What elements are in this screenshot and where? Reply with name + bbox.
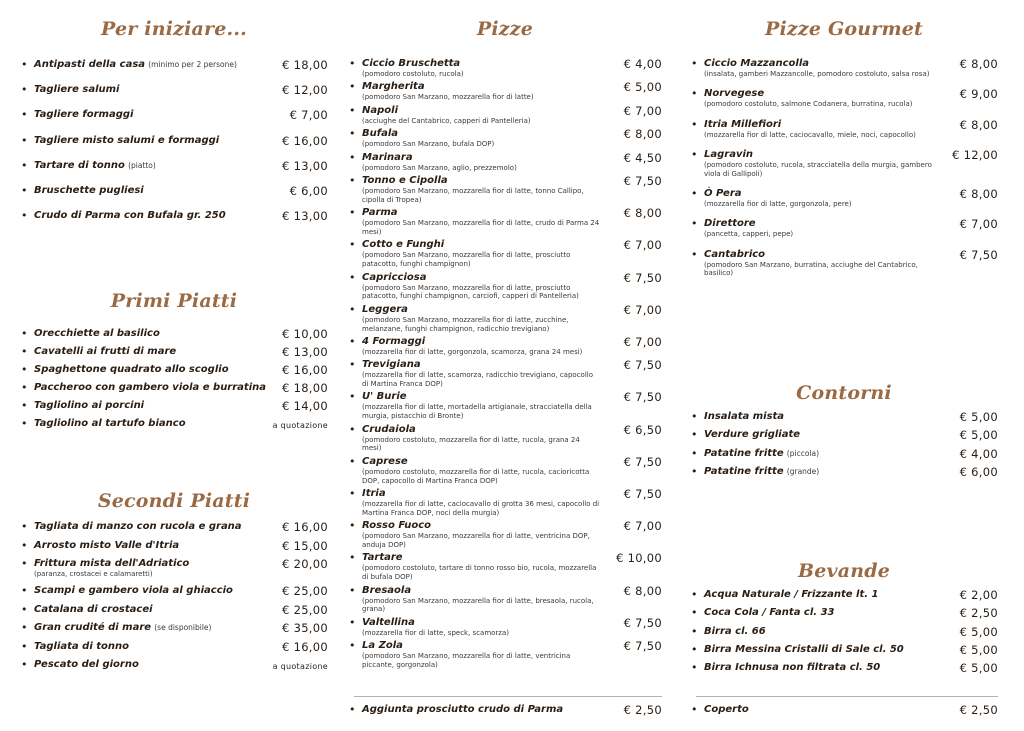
dish-price: € 14,00: [282, 399, 328, 414]
dish-name: Pescato del giorno: [34, 659, 139, 671]
menu-item: [20, 135, 328, 147]
divider: [696, 696, 998, 697]
menu-item: [690, 466, 998, 478]
section-primi-piatti: [20, 290, 328, 437]
dish-description: (pomodoro San Marzano, mozzarella fior di latte, zucchine, melanzane, funghi champignon, radicchio trevigiano): [362, 315, 569, 333]
dish-price: € 7,50: [623, 454, 662, 469]
dish-name: Verdure grigliate: [704, 429, 801, 441]
drink-name: Acqua Naturale / Frizzante lt. 1: [704, 589, 879, 600]
dish-price: € 8,00: [959, 186, 998, 201]
dish-name: Tartare: [362, 552, 403, 564]
menu-item: [690, 411, 998, 423]
menu-item: [690, 188, 998, 209]
section-title: Contorni: [796, 382, 892, 404]
dish-note: (piatto): [128, 160, 156, 170]
dish-price: € 13,00: [282, 158, 328, 173]
dish-name: Spaghettone quadrato allo scoglio: [34, 364, 229, 376]
dish-description: (pomodoro San Marzano, mozzarella fior di latte, ventricina piccante, gorgonzola): [362, 652, 571, 669]
dish-description: (pomodoro costoluto, rucola, stracciatella della murgia, gambero viola di Gallipoli): [704, 160, 932, 178]
dish-description: (pomodoro San Marzano, mozzarella fior di latte, bresaola, rucola, grana): [362, 596, 594, 614]
menu-list: [348, 704, 662, 716]
dish-price: € 18,00: [282, 58, 328, 72]
menu-item: [348, 207, 662, 237]
dish-name: Tagliata di manzo con rucola e grana: [34, 521, 242, 532]
dish-name: Leggera: [362, 303, 408, 315]
dish-name: Patatine fritte: [704, 447, 784, 459]
menu-item: [348, 359, 662, 389]
dish-name: Tagliolino al tartufo bianco: [34, 418, 186, 430]
section-pizze: [348, 18, 662, 672]
dish-price: € 8,00: [623, 127, 662, 142]
dish-name: Capricciosa: [362, 271, 427, 283]
dish-name: Paccheroo con gambero viola e burratina: [34, 382, 266, 394]
menu-item: [348, 304, 662, 334]
dish-name: Cotto e Funghi: [362, 239, 445, 251]
dish-price: € 7,00: [623, 519, 662, 534]
menu-item: [348, 81, 662, 102]
menu-list: [690, 411, 998, 478]
cover-charge-label: Coperto: [704, 704, 749, 715]
drink-price: € 5,00: [959, 642, 998, 657]
menu-item: [20, 540, 328, 552]
dish-name: Marinara: [362, 151, 413, 163]
dish-description: (mozzarella fior di latte, speck, scamorza): [362, 628, 510, 637]
dish-price: € 12,00: [952, 147, 998, 162]
dish-price: € 5,00: [959, 410, 998, 424]
menu-item: [348, 152, 662, 173]
dish-price: € 7,50: [623, 615, 662, 630]
drink-name: Birra Messina Cristalli di Sale cl. 50: [704, 643, 904, 655]
dish-description: (pomodoro San Marzano, mozzarella fior di latte, ventricina DOP, anduja DOP): [362, 532, 590, 550]
drink-name: Birra Ichnusa non filtrata cl. 50: [704, 662, 881, 674]
dish-name: Itria: [362, 488, 386, 500]
dish-price: € 6,50: [623, 422, 662, 437]
dish-name: Norvegese: [704, 88, 765, 100]
dish-description: (pomodoro costoluto, tartare di tonno rosso bio, rucola, mozzarella di bufala DOP): [362, 564, 597, 582]
dish-description: (mozzarella fior di latte, mortadella artigianale, stracciatella della murgia, pistacchio di Bronte): [362, 403, 592, 421]
menu-list: [348, 58, 662, 670]
dish-price: € 7,50: [623, 639, 662, 654]
dish-name: Rosso Fuoco: [362, 520, 431, 532]
dish-price: € 7,00: [623, 103, 662, 118]
dish-description: (pomodoro costoluto, mozzarella fior di latte, rucola, grana 24 mesi): [362, 435, 580, 453]
dish-name: Tagliere salumi: [34, 84, 120, 96]
menu-item: [348, 336, 662, 357]
dish-note: (se disponibile): [154, 623, 212, 633]
dish-name: Tagliere misto salumi e formaggi: [34, 134, 220, 146]
dish-price: € 7,50: [623, 487, 662, 502]
menu-list: [20, 521, 328, 671]
dish-name: La Zola: [362, 640, 403, 652]
menu-item: [348, 585, 662, 615]
dish-name: Bufala: [362, 128, 399, 140]
dish-name: Patatine fritte: [704, 466, 784, 478]
menu-item: [690, 662, 998, 674]
dish-price: € 35,00: [282, 621, 328, 636]
dish-price: € 25,00: [282, 584, 328, 599]
section-per-iniziare: [20, 18, 328, 235]
dish-description: (pomodoro costoluto, salmone Codanera, burratina, rucola): [704, 100, 913, 109]
dish-description: (pancetta, capperi, pepe): [704, 230, 794, 239]
dish-description: (mozzarella fior di latte, scamorza, radicchio trevigiano, capocollo di Martina Franca DOP): [362, 371, 593, 389]
section-bevande: [690, 560, 998, 680]
dish-price: € 5,00: [959, 428, 998, 443]
dish-price: € 7,00: [623, 334, 662, 349]
dish-name: Bresaola: [362, 584, 412, 596]
dish-name: Lagravin: [704, 148, 754, 160]
dish-description: (pomodoro San Marzano, aglio, prezzemolo): [362, 163, 517, 172]
section-title: Primi Piatti: [110, 290, 238, 312]
dish-name: U' Burie: [362, 391, 407, 403]
menu-item: [348, 704, 662, 716]
dish-description: (mozzarella fior di latte, caciocavallo di grotta 36 mesi, capocollo di Martina Franca DOP, noci della murgia): [362, 500, 600, 517]
dish-price: € 16,00: [282, 363, 328, 378]
menu-item: [690, 589, 998, 601]
drink-price: € 2,00: [959, 588, 998, 602]
menu-item: [348, 239, 662, 269]
dish-name: Scampi e gambero viola al ghiaccio: [34, 585, 233, 597]
dish-name: Cantabrico: [704, 248, 766, 260]
dish-price: € 7,50: [623, 390, 662, 405]
menu-item: [348, 488, 662, 518]
section-contorni: [690, 382, 998, 485]
dish-name: Insalata mista: [704, 411, 785, 422]
dish-description: (mozzarella fior di latte, gorgonzola, pere): [704, 199, 852, 208]
menu-item: [690, 149, 998, 179]
dish-name: Parma: [362, 207, 398, 219]
drink-price: € 2,50: [959, 606, 998, 621]
menu-item: [690, 704, 998, 716]
dish-description: (pomodoro costoluto, mozzarella fior di latte, rucola, cacioricotta DOP, capocollo di Martina Franca DOP): [362, 467, 590, 485]
menu-item: [348, 640, 662, 670]
dish-description: (pomodoro San Marzano, mozzarella fior di latte, prosciutto patacotto, funghi champignon): [362, 251, 571, 269]
menu-item: [348, 272, 662, 302]
dish-name: Gran crudité di mare: [34, 622, 152, 634]
menu-list: [690, 704, 998, 716]
menu-item: [20, 109, 328, 121]
dish-price: € 7,00: [289, 108, 328, 123]
dish-price: € 5,00: [623, 80, 662, 95]
dish-note: (grande): [786, 467, 820, 477]
menu-item: [348, 456, 662, 486]
menu-item: [20, 558, 328, 579]
dish-name: Tartare di tonno: [34, 159, 125, 171]
menu-item: [690, 644, 998, 656]
menu-item: [690, 119, 998, 140]
dish-price: € 15,00: [282, 538, 328, 553]
section-title: Per iniziare...: [100, 18, 247, 40]
menu-item: [348, 552, 662, 582]
dish-name: Aggiunta prosciutto crudo di Parma: [362, 704, 564, 715]
menu-list: [20, 328, 328, 430]
cover-charge-price: € 2,50: [959, 703, 998, 717]
dish-price: € 4,00: [623, 57, 662, 71]
dish-description: (mozzarella fior di latte, caciocavallo, miele, noci, capocollo): [704, 130, 916, 139]
menu-item: [690, 249, 998, 279]
dish-note: (minimo per 2 persone): [148, 60, 237, 69]
menu-item: [348, 391, 662, 421]
dish-price: € 12,00: [282, 83, 328, 98]
section-secondi-piatti: [20, 490, 328, 678]
section-title: Pizze Gourmet: [764, 18, 924, 40]
dish-price: € 7,00: [623, 238, 662, 253]
dish-price: € 16,00: [282, 639, 328, 654]
menu-item: [690, 429, 998, 441]
drink-price: € 5,00: [959, 661, 998, 676]
dish-name: Margherita: [362, 81, 425, 93]
dish-description: (pomodoro costoluto, rucola): [362, 70, 464, 78]
menu-list: [690, 58, 998, 278]
dish-price: € 16,00: [282, 133, 328, 148]
dish-name: Valtellina: [362, 616, 415, 628]
pizze-extra: [348, 704, 662, 716]
menu-item: [348, 175, 662, 205]
dish-name: Orecchiette al basilico: [34, 328, 160, 339]
divider: [354, 696, 662, 697]
drink-price: € 5,00: [959, 624, 998, 639]
dish-name: Tagliolino ai porcini: [34, 400, 145, 412]
coperto: [690, 704, 998, 716]
dish-price: € 16,00: [282, 520, 328, 534]
dish-price: € 8,00: [959, 57, 998, 71]
section-pizze-gourmet: [690, 18, 998, 288]
dish-price: € 7,00: [623, 302, 662, 317]
dish-price: € 10,00: [616, 551, 662, 566]
menu-item: [20, 328, 328, 340]
menu-item: [348, 424, 662, 454]
section-title: Pizze: [476, 18, 534, 40]
dish-price: € 7,50: [623, 173, 662, 188]
dish-description: (pomodoro San Marzano, mozzarella fior di latte, crudo di Parma 24 mesi): [362, 219, 600, 236]
menu-item: [690, 626, 998, 638]
menu-item: [348, 58, 662, 79]
menu-list: [20, 59, 328, 222]
dish-description: (pomodoro San Marzano, bufala DOP): [362, 140, 495, 149]
dish-name: Crudo di Parma con Bufala gr. 250: [34, 210, 226, 222]
menu-item: [690, 88, 998, 109]
drink-name: Coca Cola / Fanta cl. 33: [704, 607, 835, 619]
dish-price: € 7,50: [623, 358, 662, 373]
menu-item: [20, 160, 328, 172]
dish-name: 4 Formaggi: [362, 335, 426, 347]
dish-price: € 13,00: [282, 209, 328, 224]
dish-name: Trevigiana: [362, 359, 421, 371]
menu-item: [20, 659, 328, 671]
menu-item: [20, 346, 328, 358]
dish-price: € 7,50: [959, 247, 998, 262]
dish-name: Ciccio Bruschetta: [362, 58, 461, 69]
dish-description: (acciughe del Cantabrico, capperi di Pantelleria): [362, 116, 531, 125]
dish-name: Frittura mista dell'Adriatico: [34, 558, 190, 569]
menu-item: [20, 521, 328, 533]
dish-name: Catalana di crostacei: [34, 603, 153, 615]
dish-price: € 7,50: [623, 270, 662, 285]
menu-item: [20, 622, 328, 634]
menu-item: [20, 382, 328, 394]
menu-item: [20, 59, 328, 71]
dish-name: Ciccio Mazzancolla: [704, 58, 810, 69]
dish-name: Ò Pera: [704, 187, 742, 199]
dish-price: € 9,00: [959, 87, 998, 102]
menu-item: [690, 448, 998, 460]
dish-name: Napoli: [362, 104, 399, 116]
menu-item: [348, 520, 662, 550]
menu-item: [20, 418, 328, 430]
dish-price: € 6,00: [959, 465, 998, 480]
dish-price: a quotazione: [272, 421, 328, 431]
menu-list: [690, 589, 998, 674]
dish-note: (piccola): [786, 448, 820, 458]
menu-item: [20, 364, 328, 376]
dish-price: € 2,50: [623, 703, 662, 717]
dish-description: (pomodoro San Marzano, mozzarella fior di latte, tonno Callipo, cipolla di Tropea): [362, 186, 584, 204]
menu-item: [690, 218, 998, 239]
dish-name: Tonno e Cipolla: [362, 174, 448, 186]
dish-price: € 7,00: [959, 217, 998, 232]
dish-description: (pomodoro San Marzano, burratina, acciughe del Cantabrico, basilico): [704, 260, 918, 278]
dish-price: € 4,50: [623, 150, 662, 165]
menu-item: [348, 128, 662, 149]
dish-price: € 13,00: [282, 345, 328, 360]
section-title: Secondi Piatti: [97, 490, 251, 512]
dish-price: € 18,00: [282, 381, 328, 396]
dish-name: Itria Millefiori: [704, 118, 782, 130]
dish-name: Direttore: [704, 218, 756, 230]
dish-price: € 25,00: [282, 602, 328, 617]
dish-price: € 8,00: [623, 206, 662, 221]
menu-item: [690, 607, 998, 619]
drink-name: Birra cl. 66: [704, 625, 766, 637]
menu-item: [690, 58, 998, 79]
dish-price: € 6,00: [289, 183, 328, 198]
dish-price: € 8,00: [623, 583, 662, 598]
menu-item: [20, 585, 328, 597]
dish-name: Cavatelli ai frutti di mare: [34, 346, 177, 358]
menu-item: [20, 400, 328, 412]
dish-price: € 4,00: [959, 446, 998, 461]
dish-description: (pomodoro San Marzano, mozzarella fior di latte, prosciutto patacotto, funghi champignon, carciofi, capperi di Pantelleria): [362, 283, 579, 301]
dish-price: € 8,00: [959, 117, 998, 132]
dish-name: Tagliata di tonno: [34, 640, 129, 652]
dish-description: (paranza, crostacei e calamaretti): [34, 570, 153, 578]
dish-price: a quotazione: [272, 662, 328, 672]
menu-item: [348, 617, 662, 638]
dish-description: (insalata, gamberi Mazzancolle, pomodoro costoluto, salsa rosa): [704, 70, 930, 78]
menu-item: [20, 604, 328, 616]
dish-description: (mozzarella fior di latte, gorgonzola, scamorza, grana 24 mesi): [362, 347, 583, 356]
dish-price: € 10,00: [282, 327, 328, 341]
dish-price: € 20,00: [282, 557, 328, 571]
dish-name: Bruschette pugliesi: [34, 184, 144, 196]
dish-name: Caprese: [362, 455, 408, 467]
menu-item: [20, 185, 328, 197]
dish-name: Crudaiola: [362, 423, 416, 435]
menu-item: [20, 210, 328, 222]
dish-description: (pomodoro San Marzano, mozzarella fior di latte): [362, 93, 534, 102]
dish-name: Tagliere formaggi: [34, 109, 134, 121]
menu-item: [348, 105, 662, 126]
section-title: Bevande: [797, 560, 891, 582]
menu-item: [20, 641, 328, 653]
menu-item: [20, 84, 328, 96]
dish-name: Arrosto misto Valle d'Itria: [34, 539, 180, 551]
dish-name: Antipasti della casa: [34, 59, 146, 70]
